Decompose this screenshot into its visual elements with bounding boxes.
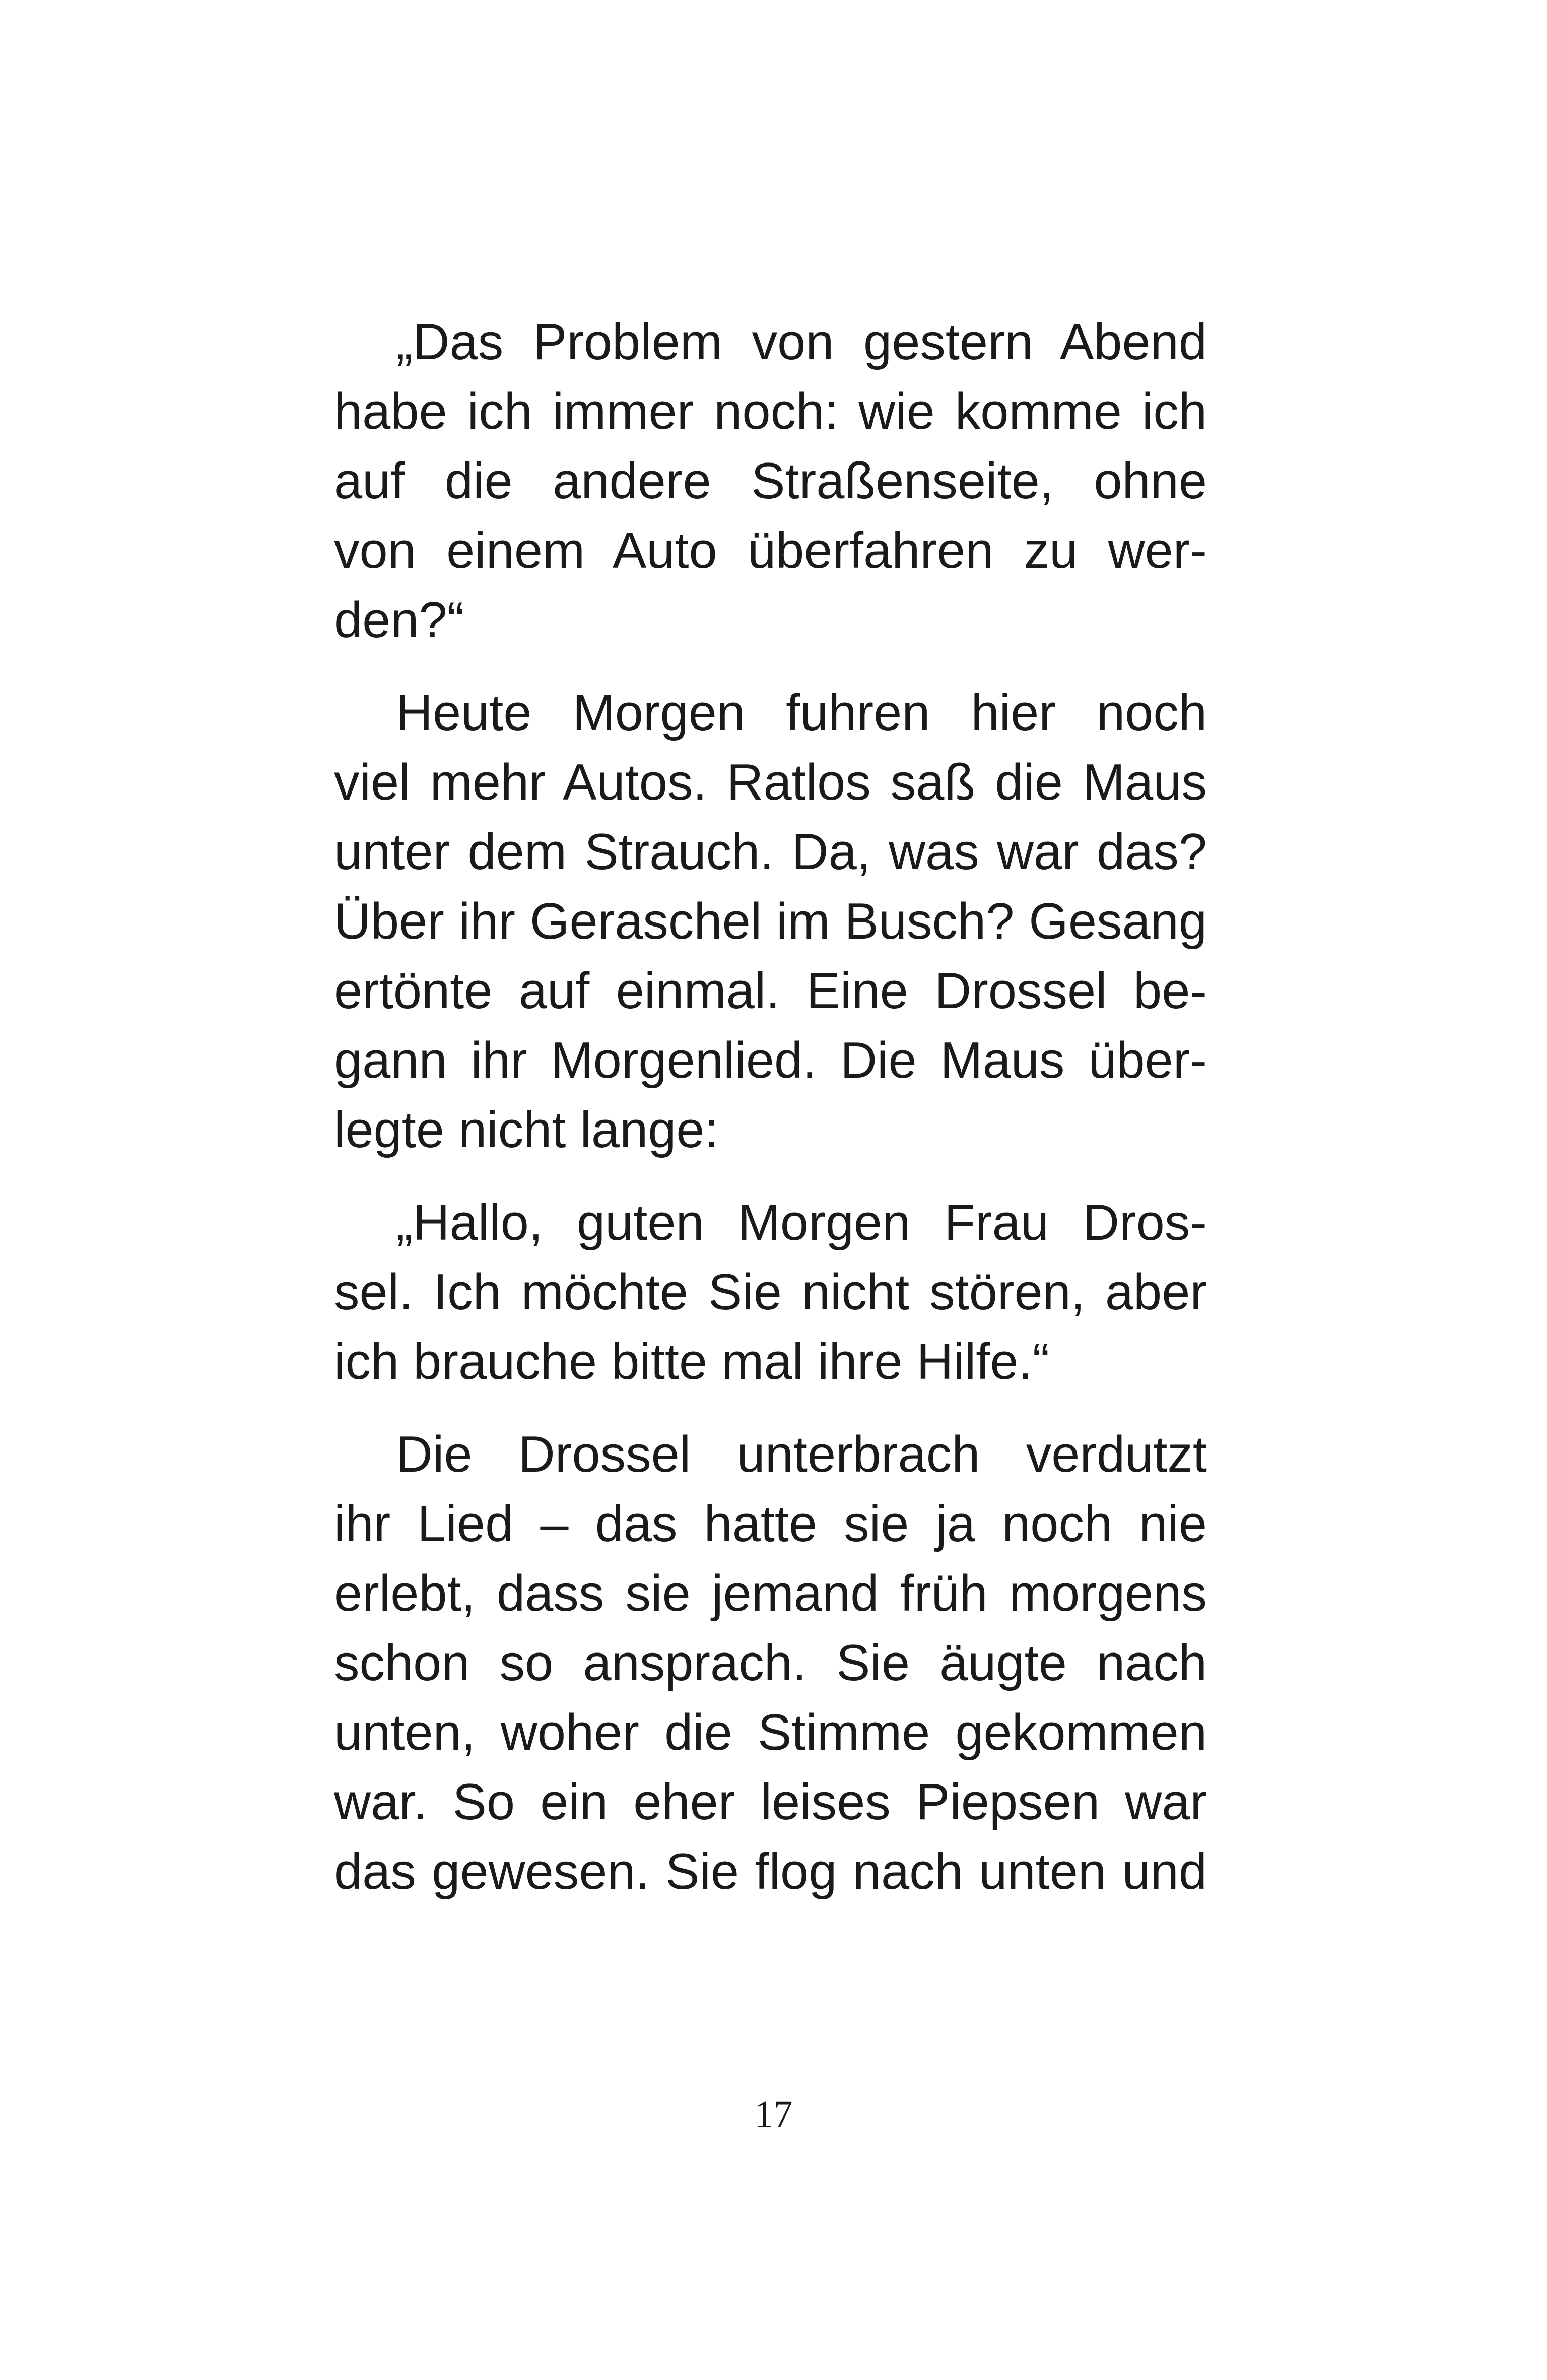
text-line: habe ich immer noch: wie komme ich [334, 383, 1207, 440]
text-line: ich brauche bitte mal ihre Hilfe.“ [334, 1334, 1050, 1390]
text-line: unten, woher die Stimme gekommen [334, 1704, 1207, 1761]
text-line: das gewesen. Sie flog nach unten und [334, 1843, 1207, 1900]
text-line: gann ihr Morgenlied. Die Maus über- [334, 1032, 1207, 1089]
text-line: Heute Morgen fuhren hier noch [396, 685, 1207, 741]
text-line: schon so ansprach. Sie äugte nach [334, 1635, 1207, 1691]
text-line: den?“ [334, 592, 464, 648]
text-line: ertönte auf einmal. Eine Drossel be- [334, 963, 1207, 1019]
text-line: erlebt, dass sie jemand früh morgens [334, 1565, 1207, 1622]
paragraph-3 [334, 1188, 1207, 1397]
body-text [334, 307, 1207, 1930]
text-line: von einem Auto überfahren zu wer- [334, 522, 1207, 579]
text-line: Die Drossel unterbrach verdutzt [396, 1426, 1207, 1483]
text-line: war. So ein eher leises Piepsen war [334, 1774, 1207, 1830]
text-line: sel. Ich möchte Sie nicht stören, aber [334, 1264, 1207, 1320]
text-line: unter dem Strauch. Da, was war das? [334, 824, 1207, 880]
paragraph-2 [334, 678, 1207, 1165]
text-line: ihr Lied – das hatte sie ja noch nie [334, 1496, 1207, 1552]
text-line: viel mehr Autos. Ratlos saß die Maus [334, 754, 1207, 811]
text-line: auf die andere Straßenseite, ohne [334, 453, 1207, 509]
paragraph-4 [334, 1420, 1207, 1906]
page-number: 17 [754, 2093, 793, 2136]
text-line: legte nicht lange: [334, 1102, 719, 1158]
text-line: Über ihr Geraschel im Busch? Gesang [334, 893, 1207, 950]
text-line: „Das Problem von gestern Abend [396, 314, 1207, 370]
text-line: „Hallo, guten Morgen Frau Dros- [396, 1195, 1207, 1251]
paragraph-1 [334, 307, 1207, 655]
